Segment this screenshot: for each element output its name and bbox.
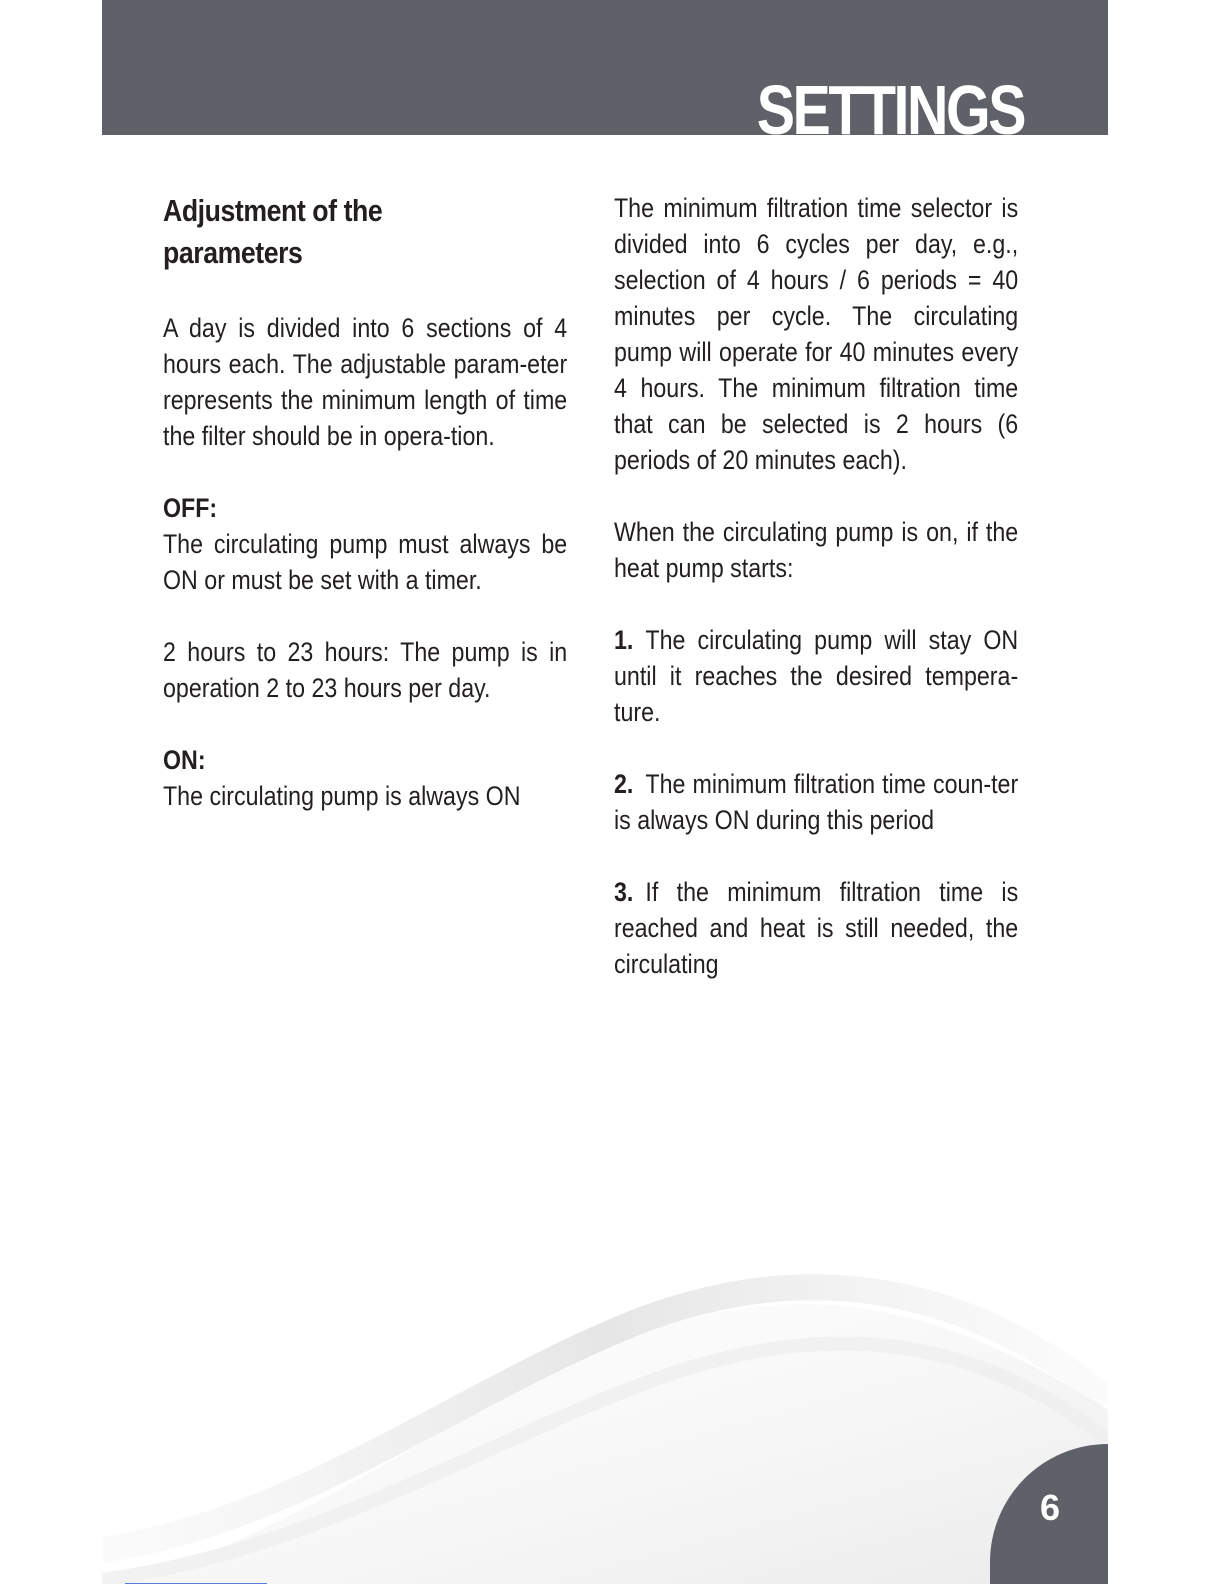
list-item	[614, 874, 1018, 982]
right-column	[614, 190, 1018, 1018]
off-label: OFF:	[163, 493, 218, 523]
left-column-content	[163, 190, 567, 814]
section-heading-line2: parameters	[163, 235, 303, 270]
list-item-number: 3.	[614, 877, 634, 907]
list-item-text: The minimum filtration time coun-ter is always ON during this period	[614, 769, 1019, 835]
intro-paragraph: A day is divided into 6 sections of 4 hours each. The adjustable param-eter represents the minimum length of time the filter should be in opera-tion.	[163, 313, 568, 451]
section-heading-line1: Adjustment of the	[163, 193, 383, 228]
on-block	[163, 742, 567, 814]
list-item	[614, 622, 1018, 730]
list-item-number: 2.	[614, 769, 634, 799]
on-text: The circulating pump is always ON	[163, 781, 521, 811]
list-item-number: 1.	[614, 625, 634, 655]
section-heading	[163, 190, 567, 274]
left-column	[163, 190, 567, 850]
header-band	[102, 0, 1108, 135]
off-block	[163, 490, 567, 598]
range-paragraph: 2 hours to 23 hours: The pump is in operation 2 to 23 hours per day.	[163, 637, 568, 703]
selector-paragraph: The minimum filtration time selector is divided into 6 cycles per day, e.g., selection of 4 hours / 6 periods = 40 minutes per cycle. The circulating pump will operate for 40 minutes every 4 hours. The minimum filtration time that can be selected is 2 hours (6 periods of 20 minutes each).	[614, 193, 1019, 475]
list-item-text: The circulating pump will stay ON until it reaches the desired tempera-ture.	[614, 625, 1019, 727]
list-item-text: If the minimum filtration time is reached and heat is still needed, the circulating	[614, 877, 1019, 979]
right-column-content	[614, 190, 1018, 982]
list-item	[614, 766, 1018, 838]
off-text: The circulating pump must always be ON or must be set with a timer.	[163, 529, 568, 595]
page-title: SETTINGS	[756, 71, 1024, 135]
page-number: 6	[1040, 1487, 1061, 1528]
on-label: ON:	[163, 745, 206, 775]
heat-pump-paragraph: When the circulating pump is on, if the heat pump starts:	[614, 517, 1019, 583]
decorative-wave	[102, 1250, 1108, 1584]
